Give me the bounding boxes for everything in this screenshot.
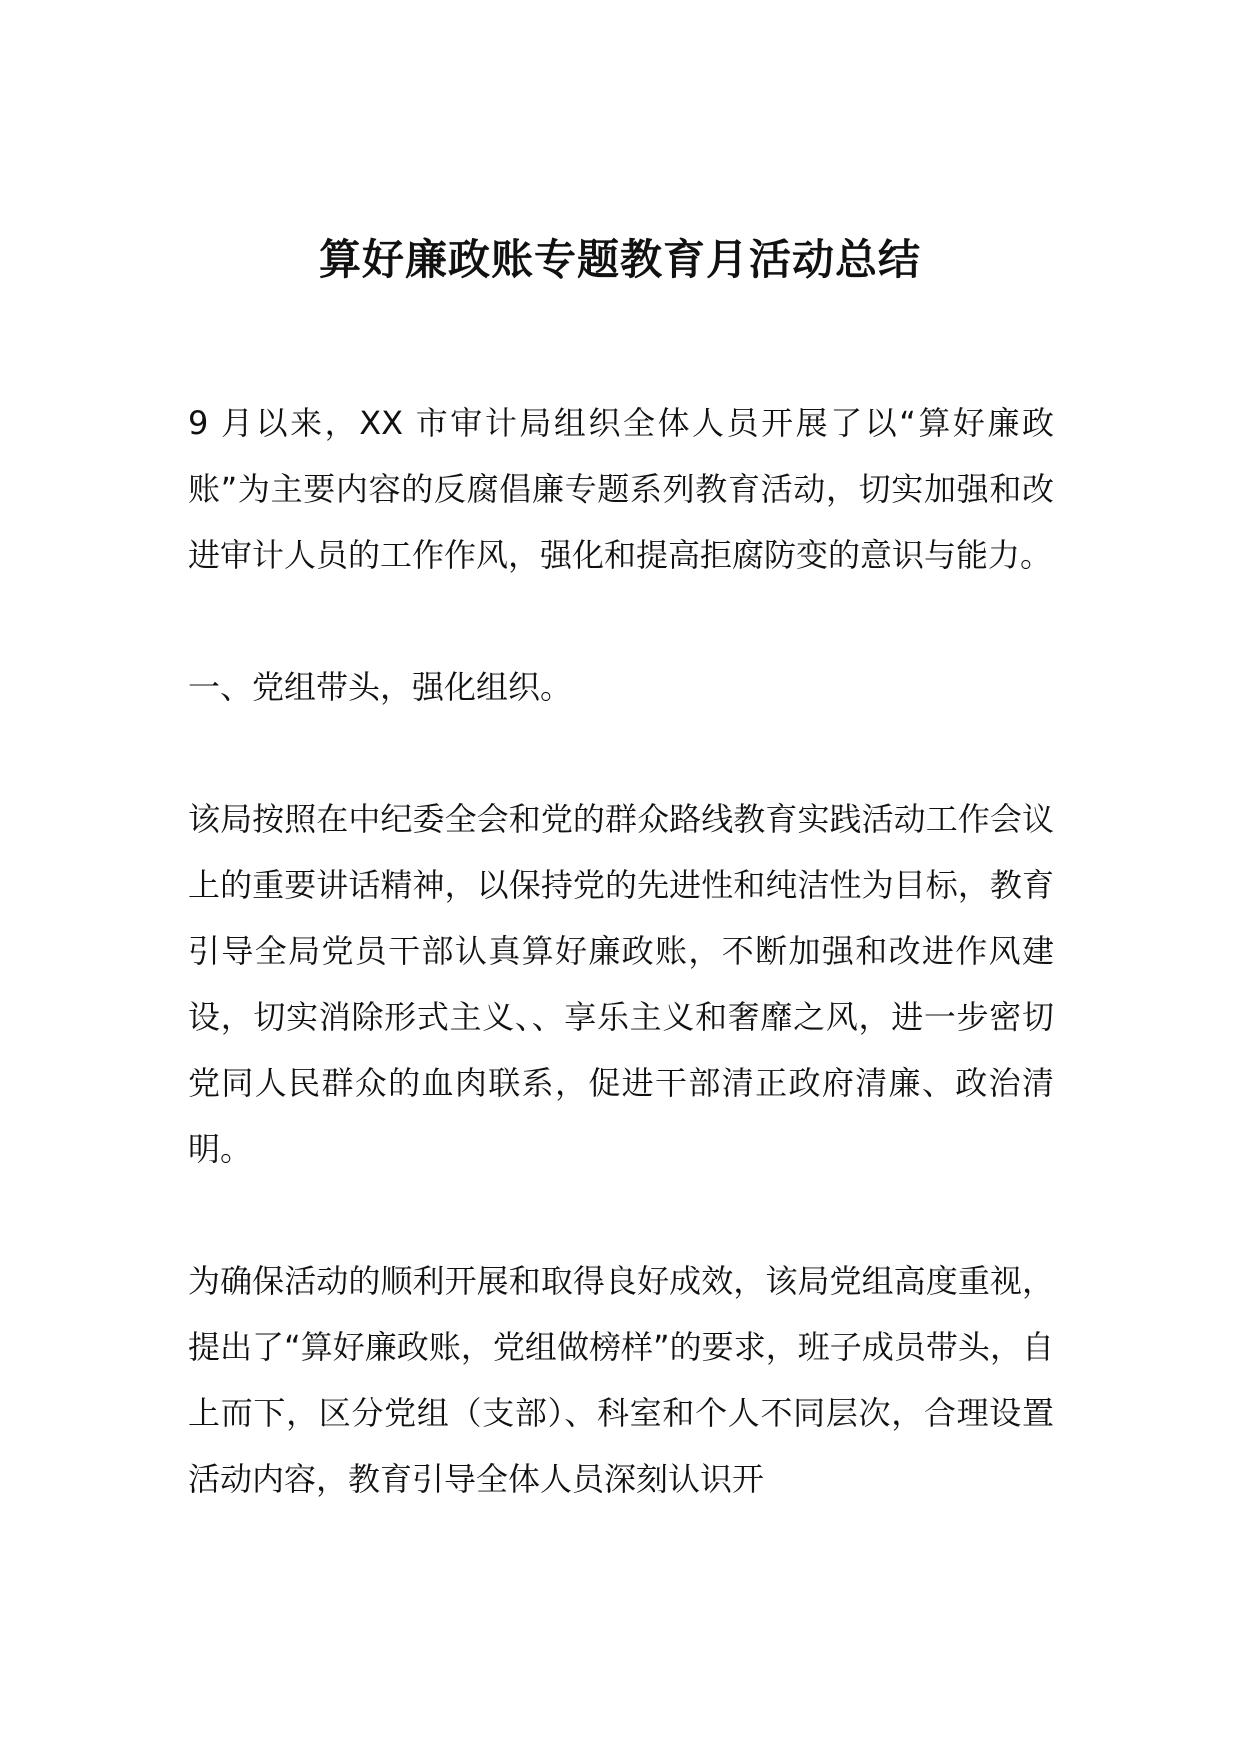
section-heading-1: 一、党组带头，强化组织。	[188, 668, 573, 706]
paragraph-intro: 9 月以来，XX 市审计局组织全体人员开展了以“算好廉政账”为主要内容的反腐倡廉专题系列教育活动，切实加强和改进审计人员的工作作风，强化和提高拒腐防变的意识与能力。	[188, 404, 1054, 574]
paragraph-section-1: 该局按照在中纪委全会和党的群众路线教育实践活动工作会议上的重要讲话精神，以保持党的先进性和纯洁性为目标，教育引导全局党员干部认真算好廉政账，不断加强和改进作风建设，切实消除形式主义、、享乐主义和奢靡之风，进一步密切党同人民群众的血肉联系，促进干部清正政府清廉、政治清明。	[188, 800, 1054, 1168]
document-title: 算好廉政账专题教育月活动总结	[318, 235, 921, 285]
document-body	[188, 390, 1054, 1578]
paragraph-section-1-continued: 为确保活动的顺利开展和取得良好成效，该局党组高度重视，提出了“算好廉政账，党组做榜样”的要求，班子成员带头，自上而下，区分党组（支部）、科室和个人不同层次，合理设置活动内容，教育引导全体人员深刻认识开	[188, 1262, 1054, 1498]
